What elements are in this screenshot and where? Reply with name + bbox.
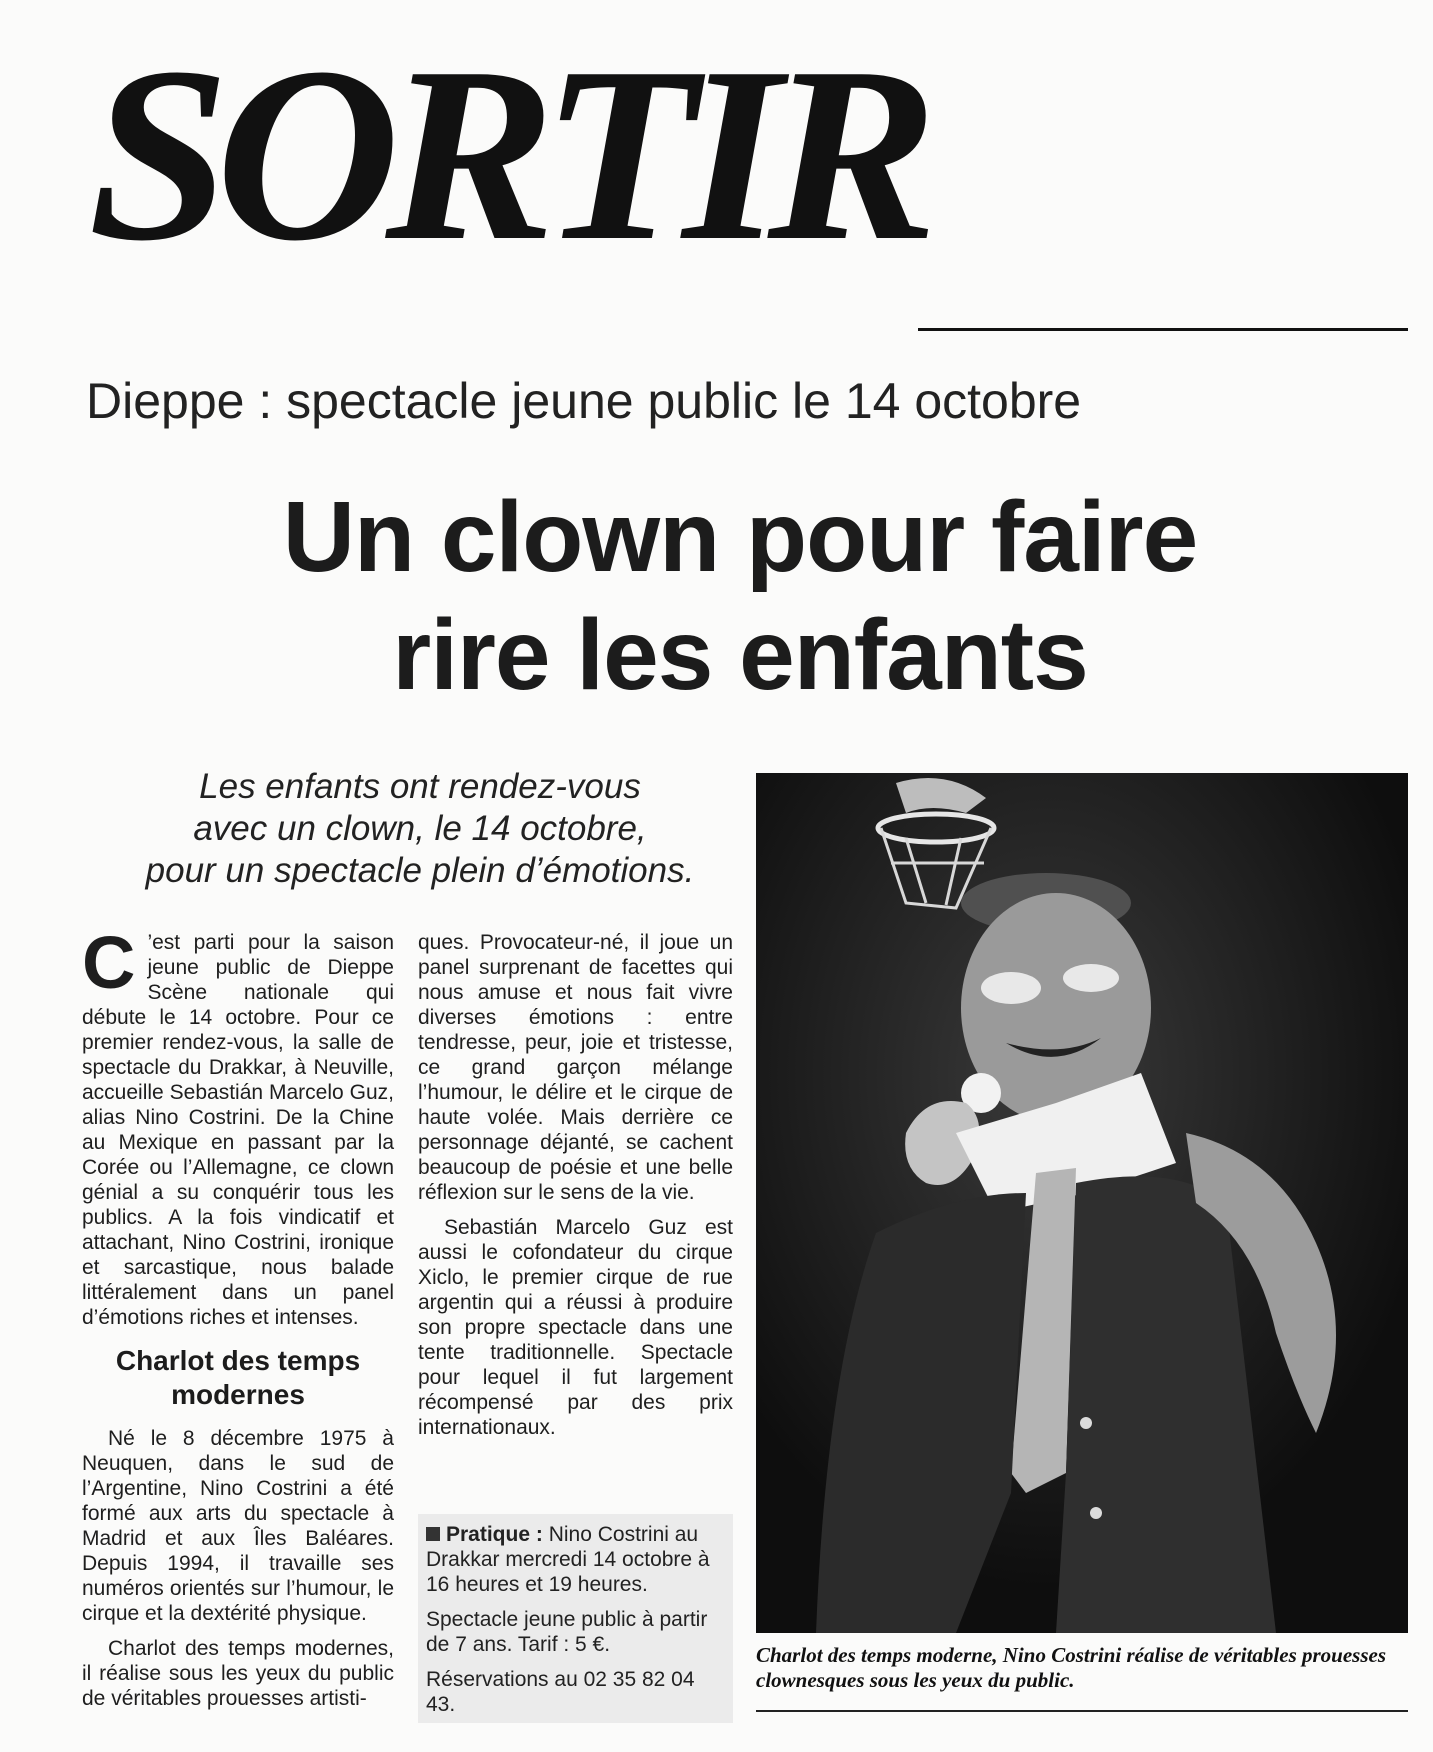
article-standfirst (80, 766, 760, 892)
subheading (82, 1344, 394, 1412)
standfirst-line-2: avec un clown, le 14 octobre, (193, 809, 647, 848)
headline-line-1: Un clown pour faire (282, 481, 1198, 593)
subheading-line-2: modernes (171, 1379, 305, 1410)
article-headline (150, 478, 1330, 714)
practical-details: Nino Costrini au Drakkar mercredi 14 octobre à 16 heures et 19 heures. (426, 1523, 710, 1596)
headline-line-2: rire les enfants (392, 599, 1088, 711)
body-column-1 (82, 921, 394, 1721)
caption-rule (756, 1710, 1408, 1712)
clown-photo (756, 773, 1408, 1633)
standfirst-line-1: Les enfants ont rendez-vous (199, 767, 641, 806)
photo-caption: Charlot des temps moderne, Nino Costrini réalise de véritables prouesses clownesques sous les yeux du public. (756, 1643, 1387, 1692)
body-paragraph: Né le 8 décembre 1975 à Neuquen, dans le sud de l’Argentine, Nino Costrini a été formé aux arts du spectacle à Madrid et aux Îles Baléares. Depuis 1994, il travaille ses numéros orientés sur l’humour, le cirque et la dextérité physique. (82, 1427, 394, 1625)
section-masthead: SORTIR (88, 16, 924, 293)
article-kicker: Dieppe : spectacle jeune public le 14 octobre (86, 373, 1082, 429)
subheading-line-1: Charlot des temps (115, 1345, 361, 1376)
practical-line-1 (426, 1522, 725, 1597)
body-column-2 (418, 930, 733, 1450)
bullet-square-icon (426, 1527, 440, 1541)
drop-cap: C (82, 921, 136, 1004)
body-paragraph: ques. Provocateur-né, il joue un panel surprenant de facettes qui nous amuse et nous fait vivre diverses émotions : entre tendresse, peur, joie et tristesse, ce grand garçon mélange l’humour, le délire et le cirque de haute volée. Mais derrière ce personnage déjanté, se cachent beaucoup de poésie et une belle réflexion sur le sens de la vie. (418, 931, 733, 1204)
body-paragraph: Charlot des temps modernes, il réalise sous les yeux du public de véritables prouesses artisti- (82, 1637, 394, 1710)
practical-info-box (418, 1514, 733, 1723)
practical-label: Pratique : (446, 1523, 543, 1546)
clown-photo-illustration (756, 773, 1408, 1633)
body-paragraph: ’est parti pour la saison jeune public de Dieppe Scène nationale qui débute le 14 octobre. Pour ce premier rendez-vous, la salle de spectacle du Drakkar, à Neuville, accueille Sebastián Marcelo Guz, alias Nino Costrini. De la Chine au Mexique en passant par la Corée ou l’Allemagne, ce clown génial a su conquérir tous les publics. A la fois vindicatif et attachant, Nino Costrini, ironique et sarcastique, nous balade littéralement dans un panel d’émotions riches et intenses. (82, 931, 394, 1329)
masthead-rule (918, 328, 1408, 331)
body-paragraph: Sebastián Marcelo Guz est aussi le cofondateur du cirque Xiclo, le premier cirque de rue argentin qui a réussi à produire son propre spectacle dans une tente traditionnelle. Spectacle pour lequel il fut largement récompensé par des prix internationaux. (418, 1216, 733, 1439)
practical-line-3: Réservations au 02 35 82 04 43. (426, 1668, 695, 1716)
practical-line-2: Spectacle jeune public à partir de 7 ans. Tarif : 5 €. (426, 1608, 708, 1656)
standfirst-line-3: pour un spectacle plein d’émotions. (145, 851, 695, 890)
